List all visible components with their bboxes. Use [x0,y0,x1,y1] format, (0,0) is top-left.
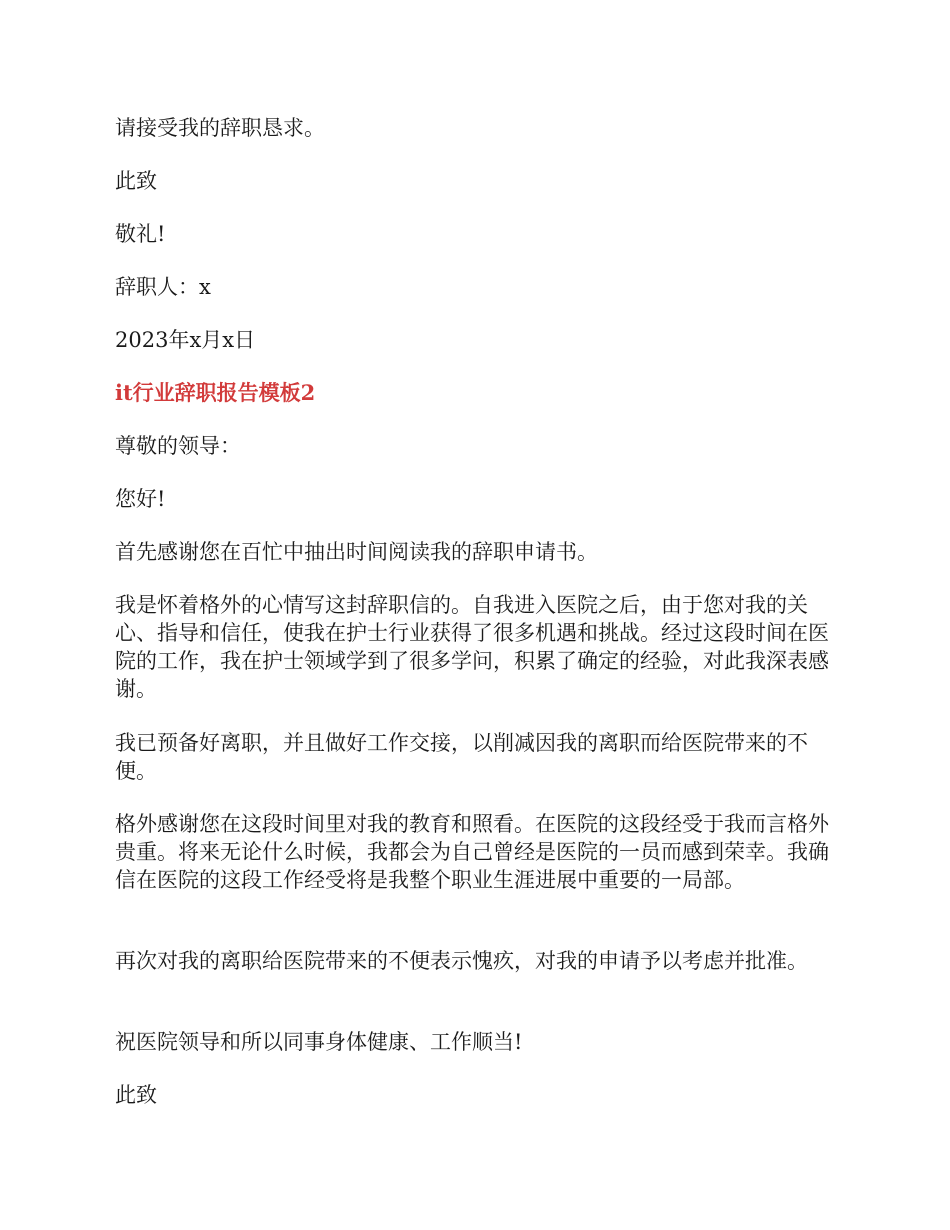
body-paragraph-apology: 再次对我的离职给医院带来的不便表示愧疚，对我的申请予以考虑并批准。 [115,949,808,973]
date-line: 2023年x月x日 [115,328,256,352]
section-heading: it行业辞职报告模板2 [115,380,316,405]
body-paragraph-feelings: 我是怀着格外的心情写这封辞职信的。自我进入医院之后，由于您对我的关心、指导和信任，使我在护士行业获得了很多机遇和挑战。经过这段时间在医院的工作，我在护士领域学到了很多学问，积累了确定的经验，对此我深表感谢。 [115,593,829,701]
body-paragraph-gratitude: 格外感谢您在这段时间里对我的教育和照看。在医院的这段经受于我而言格外贵重。将来无论什么时候，我都会为自己曾经是医院的一员而感到荣幸。我确信在医院的这段工作经受将是我整个职业生涯进展中重要的一局部。 [115,812,829,892]
greeting-hello: 您好! [115,487,166,511]
body-paragraph-thanks: 首先感谢您在百忙中抽出时间阅读我的辞职申请书。 [115,540,598,564]
closing-request: 请接受我的辞职恳求。 [115,116,325,140]
salutation-cizhi: 此致 [115,169,157,193]
body-paragraph-wishes: 祝医院领导和所以同事身体健康、工作顺当! [115,1030,523,1054]
body-paragraph-handover: 我已预备好离职，并且做好工作交接，以削减因我的离职而给医院带来的不便。 [115,731,808,783]
salutation-jingli: 敬礼! [115,222,166,246]
greeting-recipient: 尊敬的领导： [115,434,241,458]
signature-line: 辞职人：x [115,275,211,299]
closing-cizhi: 此致 [115,1083,157,1107]
